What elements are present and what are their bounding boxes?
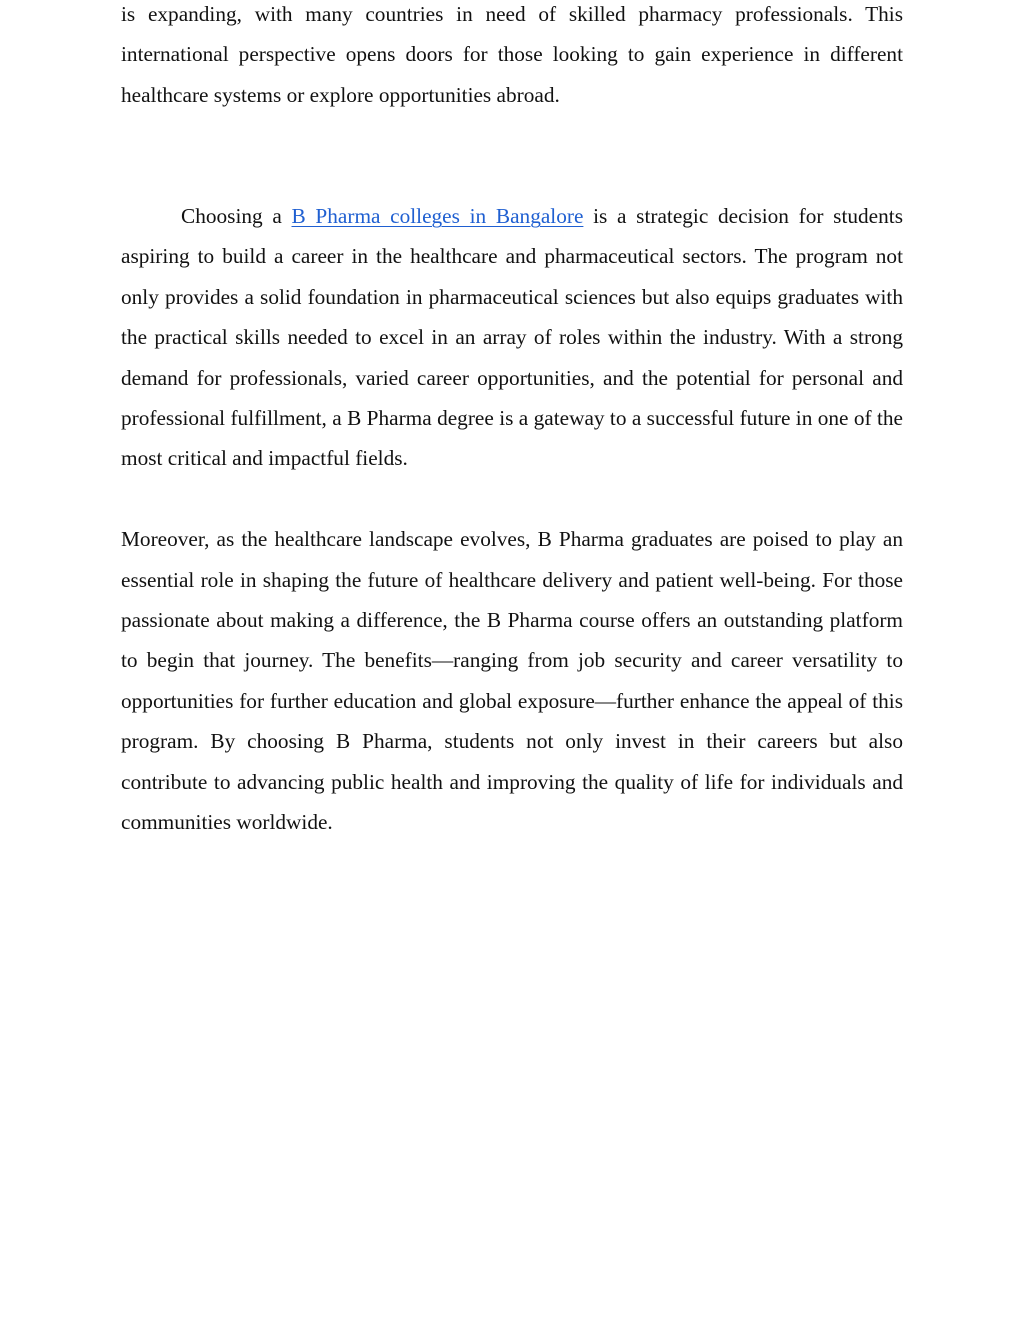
paragraph-choosing [121, 196, 903, 479]
paragraph-choosing-rest: is a strategic decision for students aspiring to build a career in the healthcare and pharmaceutical sectors. The program not only provides a solid foundation in pharmaceutical sciences but also equips graduates with the practical skills needed to excel in an array of roles within the industry. With a strong demand for professionals, varied career opportunities, and the potential for personal and professional fulfillment, a B Pharma degree is a gateway to a successful future in one of the most critical and impactful fields. [121, 204, 903, 471]
paragraph-moreover: Moreover, as the healthcare landscape evolves, B Pharma graduates are poised to play an essential role in shaping the future of healthcare delivery and patient well-being. For those passionate about making a difference, the B Pharma course offers an outstanding platform to begin that journey. The benefits—ranging from job security and career versatility to opportunities for further education and global exposure—further enhance the appeal of this program. By choosing B Pharma, students not only invest in their careers but also contribute to advancing public health and improving the quality of life for individuals and communities worldwide. [121, 527, 903, 835]
b-pharma-colleges-link[interactable]: B Pharma colleges in Bangalore [291, 204, 584, 229]
paragraph-choosing-lead: Choosing a [181, 204, 292, 229]
document-body [121, 0, 903, 843]
paragraph-intro-continuation: is expanding, with many countries in need of skilled pharmacy professionals. This international perspective opens doors for those looking to gain experience in different healthcare systems or explore opportunities abroad. [121, 2, 903, 107]
